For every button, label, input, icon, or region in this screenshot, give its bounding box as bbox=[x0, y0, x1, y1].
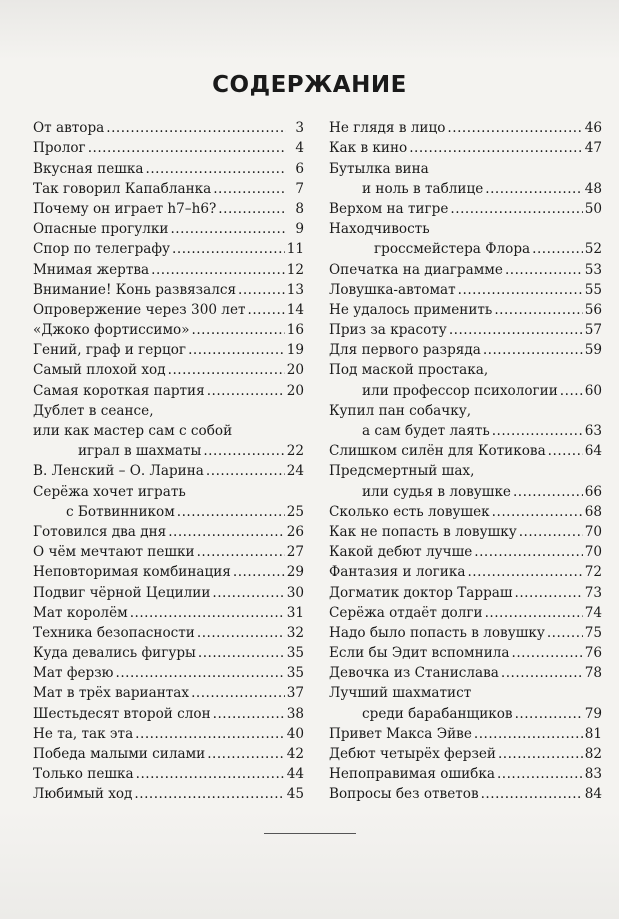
dot-leader bbox=[206, 463, 285, 479]
toc-entry bbox=[329, 136, 602, 156]
toc-entry-title: Бутылка вина bbox=[329, 160, 429, 177]
toc-entry bbox=[33, 601, 304, 621]
toc-entry bbox=[329, 358, 602, 378]
toc-entry-page: 27 bbox=[286, 544, 304, 561]
toc-entry-title: Непоправимая ошибка bbox=[329, 766, 495, 783]
toc-entry-page: 76 bbox=[584, 645, 602, 662]
dot-leader bbox=[212, 585, 284, 601]
toc-entry bbox=[329, 318, 602, 338]
toc-entry-title: О чём мечтают пешки bbox=[33, 544, 195, 561]
toc-entry bbox=[329, 601, 602, 621]
toc-entry bbox=[329, 217, 602, 237]
toc-entry bbox=[33, 257, 304, 277]
dot-leader bbox=[136, 766, 285, 782]
dot-leader bbox=[532, 241, 583, 257]
dot-leader bbox=[547, 625, 583, 641]
toc-entry-page: 74 bbox=[584, 604, 602, 621]
toc-entry-page: 57 bbox=[584, 322, 602, 339]
toc-entry bbox=[329, 681, 602, 701]
dot-leader bbox=[106, 120, 286, 136]
toc-entry bbox=[33, 459, 304, 479]
dot-leader bbox=[197, 544, 285, 560]
toc-entry bbox=[33, 278, 304, 298]
toc-entry-page: 20 bbox=[286, 362, 304, 379]
toc-entry-title: В. Ленский – О. Ларина bbox=[33, 463, 204, 480]
toc-entry-title: Мнимая жертва bbox=[33, 261, 150, 278]
toc-entry-title: Какой дебют лучше bbox=[329, 544, 473, 561]
toc-entry bbox=[33, 762, 304, 782]
dot-leader bbox=[177, 504, 285, 520]
toc-entry-page: 32 bbox=[286, 624, 304, 641]
toc-entry-page: 52 bbox=[584, 241, 602, 258]
toc-entry bbox=[329, 621, 602, 641]
toc-entry-page: 66 bbox=[584, 483, 602, 500]
dot-leader bbox=[88, 140, 286, 156]
toc-entry-title: Техника безопасности bbox=[33, 624, 195, 641]
toc-entry-page: 72 bbox=[584, 564, 602, 581]
toc-entry-title: Мат королём bbox=[33, 604, 128, 621]
toc-entry bbox=[329, 237, 602, 257]
toc-entry-title: или профессор психологии bbox=[362, 382, 558, 399]
toc-entry-page: 84 bbox=[584, 786, 602, 803]
toc-entry-page: 59 bbox=[584, 342, 602, 359]
toc-entry-title: Приз за красоту bbox=[329, 322, 447, 339]
dot-leader bbox=[492, 504, 583, 520]
dot-leader bbox=[135, 726, 285, 742]
toc-entry-title: Неповторимая комбинация bbox=[33, 564, 231, 581]
page-title: СОДЕРЖАНИЕ bbox=[212, 72, 407, 98]
dot-leader bbox=[197, 625, 285, 641]
toc-entry-page: 64 bbox=[584, 443, 602, 460]
dot-leader bbox=[501, 665, 583, 681]
toc-entry bbox=[33, 681, 304, 701]
toc-entry bbox=[33, 540, 304, 560]
toc-entry-page: 79 bbox=[584, 705, 602, 722]
toc-entry-title: Предсмертный шах, bbox=[329, 463, 475, 480]
toc-entry-title: Не удалось применить bbox=[329, 301, 493, 318]
toc-entry-page: 13 bbox=[286, 281, 304, 298]
toc-right-column bbox=[329, 116, 602, 802]
toc-entry-page: 7 bbox=[295, 180, 304, 197]
toc-entry-title: среди барабанщиков bbox=[362, 705, 513, 722]
toc-entry-title: Самая короткая партия bbox=[33, 382, 205, 399]
toc-entry-page: 56 bbox=[584, 301, 602, 318]
toc-entry bbox=[329, 722, 602, 742]
toc-entry-page: 4 bbox=[295, 140, 304, 157]
toc-entry-page: 20 bbox=[286, 382, 304, 399]
toc-entry bbox=[329, 661, 602, 681]
toc-entry-title: или как мастер сам с собой bbox=[33, 423, 233, 439]
toc-entry-page: 53 bbox=[584, 261, 602, 278]
toc-entry bbox=[329, 560, 602, 580]
dot-leader bbox=[447, 120, 582, 136]
toc-entry-title: Серёжа хочет играть bbox=[33, 483, 186, 500]
toc-entry bbox=[33, 156, 304, 176]
toc-entry bbox=[329, 399, 602, 419]
toc-entry-title: Так говорил Капабланка bbox=[33, 180, 212, 197]
toc-entry-title: Для первого разряда bbox=[329, 342, 481, 359]
toc-entry-title: Верхом на тигре bbox=[329, 200, 449, 217]
toc-entry-page: 73 bbox=[584, 584, 602, 601]
toc-entry-title: Пролог bbox=[33, 140, 86, 157]
dot-leader bbox=[458, 282, 583, 298]
toc-entry-title: Победа малыми силами bbox=[33, 746, 206, 762]
dot-leader bbox=[449, 322, 583, 338]
toc-entry-page: 12 bbox=[286, 261, 304, 278]
toc-entry-title: Внимание! Конь развязался bbox=[33, 281, 237, 298]
toc-entry-page: 37 bbox=[286, 685, 304, 702]
toc-entry-title: Догматик доктор Тарраш bbox=[329, 584, 513, 601]
toc-entry-title: Находчивость bbox=[329, 221, 430, 238]
toc-entry-page: 70 bbox=[584, 544, 602, 561]
toc-entry bbox=[329, 762, 602, 782]
toc-entry-page: 30 bbox=[286, 584, 304, 601]
toc-entry-title: Самый плохой ход bbox=[33, 362, 166, 379]
dot-leader bbox=[170, 221, 286, 237]
toc-entry bbox=[33, 621, 304, 641]
toc-entry-title: Дублет в сеансе, bbox=[33, 402, 154, 419]
toc-entry-page: 78 bbox=[584, 665, 602, 682]
toc-entry bbox=[329, 701, 602, 721]
toc-entry bbox=[33, 358, 304, 378]
toc-entry bbox=[33, 298, 304, 318]
toc-entry-page: 29 bbox=[286, 564, 304, 581]
toc-entry-page: 35 bbox=[286, 665, 304, 682]
toc-entry-page: 68 bbox=[584, 503, 602, 520]
dot-leader bbox=[191, 685, 285, 701]
dot-leader bbox=[188, 342, 285, 358]
dot-leader bbox=[498, 746, 583, 762]
toc-entry-page: 38 bbox=[286, 705, 304, 722]
toc-entry-title: или судья в ловушке bbox=[362, 483, 511, 500]
toc-entry bbox=[329, 641, 602, 661]
toc-entry-title: гроссмейстера Флора bbox=[374, 241, 531, 258]
dot-leader bbox=[116, 665, 285, 681]
toc-entry-page: 35 bbox=[286, 645, 304, 662]
toc-entry-title: Шестьдесят второй слон bbox=[33, 705, 211, 722]
dot-leader bbox=[467, 564, 582, 580]
page-top-shadow bbox=[0, 0, 619, 60]
toc-entry-page: 24 bbox=[286, 463, 304, 480]
toc-entry bbox=[329, 378, 602, 398]
dot-leader bbox=[513, 484, 583, 500]
toc-entry-page: 8 bbox=[295, 200, 304, 217]
toc-entry-title: Дебют четырёх ферзей bbox=[329, 746, 496, 762]
toc-entry bbox=[329, 298, 602, 318]
toc-entry bbox=[33, 479, 304, 499]
toc-entry-page: 63 bbox=[584, 423, 602, 439]
toc-entry-title: и ноль в таблице bbox=[362, 180, 484, 197]
toc-entry-page: 9 bbox=[295, 221, 304, 238]
toc-entry-title: а сам будет лаять bbox=[362, 423, 490, 439]
dot-leader bbox=[494, 302, 582, 318]
toc-entry-page: 16 bbox=[286, 322, 304, 339]
toc-entry-title: Не та, так эта bbox=[33, 725, 134, 742]
toc-entry-page: 25 bbox=[286, 503, 304, 520]
toc-entry-title: Почему он играет h7–h6? bbox=[33, 200, 217, 217]
toc-entry bbox=[329, 197, 602, 217]
toc-entry bbox=[329, 257, 602, 277]
toc-entry-page: 19 bbox=[286, 342, 304, 359]
dot-leader bbox=[512, 645, 583, 661]
toc-entry-title: Как в кино bbox=[329, 140, 408, 157]
page-bottom-shadow bbox=[0, 809, 619, 919]
toc-entry-page: 70 bbox=[584, 523, 602, 540]
toc-entry-page: 48 bbox=[584, 180, 602, 197]
toc-entry-title: Лучший шахматист bbox=[329, 685, 472, 702]
toc-entry bbox=[33, 742, 304, 762]
toc-entry-page: 14 bbox=[286, 301, 304, 318]
toc-left-column bbox=[33, 116, 304, 802]
toc-entry bbox=[329, 500, 602, 520]
toc-entry bbox=[33, 177, 304, 197]
toc-entry-page: 31 bbox=[286, 604, 304, 621]
dot-leader bbox=[505, 262, 583, 278]
toc-entry-page: 55 bbox=[584, 281, 602, 298]
toc-entry-title: играл в шахматы bbox=[78, 443, 202, 460]
dot-leader bbox=[203, 443, 284, 459]
dot-leader bbox=[515, 706, 583, 722]
toc-entry-title: Готовился два дня bbox=[33, 523, 167, 540]
toc-entry-title: От автора bbox=[33, 120, 105, 137]
toc-entry-page: 47 bbox=[584, 140, 602, 157]
toc-entry-page: 42 bbox=[286, 746, 304, 762]
toc-entry bbox=[33, 520, 304, 540]
dot-leader bbox=[450, 201, 582, 217]
toc-entry-title: Мат в трёх вариантах bbox=[33, 685, 190, 702]
toc-entry bbox=[33, 318, 304, 338]
toc-entry-page: 22 bbox=[286, 443, 304, 460]
toc-entry-title: Ловушка-автомат bbox=[329, 281, 456, 298]
toc-entry-title: Девочка из Станислава bbox=[329, 665, 499, 682]
toc-entry bbox=[33, 661, 304, 681]
toc-entry-page: 40 bbox=[286, 725, 304, 742]
toc-entry bbox=[33, 338, 304, 358]
toc-entry-page: 6 bbox=[295, 160, 304, 177]
toc-entry bbox=[329, 338, 602, 358]
dot-leader bbox=[218, 201, 286, 217]
toc-entry-title: Не глядя в лицо bbox=[329, 120, 446, 137]
toc-entry bbox=[329, 278, 602, 298]
toc-entry bbox=[33, 722, 304, 742]
toc-entry-title: Купил пан собачку, bbox=[329, 402, 472, 419]
dot-leader bbox=[519, 524, 583, 540]
toc-entry-title: Привет Макса Эйве bbox=[329, 725, 472, 742]
dot-leader bbox=[134, 786, 284, 802]
toc-entry-title: Мат ферзю bbox=[33, 665, 114, 682]
toc-entry bbox=[33, 399, 304, 419]
dot-leader bbox=[233, 564, 285, 580]
toc-entry-title: Только пешка bbox=[33, 766, 134, 783]
toc-entry bbox=[329, 419, 602, 439]
toc-entry-title: Подвиг чёрной Цецилии bbox=[33, 584, 211, 601]
toc-entry-title: Любимый ход bbox=[33, 786, 133, 803]
toc-entry-page: 11 bbox=[286, 241, 304, 258]
dot-leader bbox=[238, 282, 285, 298]
toc-entry bbox=[329, 459, 602, 479]
dot-leader bbox=[485, 605, 583, 621]
closing-rule bbox=[264, 833, 356, 834]
toc-entry bbox=[329, 439, 602, 459]
toc-entry bbox=[329, 742, 602, 762]
dot-leader bbox=[497, 766, 583, 782]
toc-entry bbox=[33, 701, 304, 721]
toc-entry-title: Как не попасть в ловушку bbox=[329, 523, 517, 540]
toc-entry bbox=[329, 782, 602, 802]
dot-leader bbox=[560, 383, 583, 399]
toc-entry-title: Спор по телеграфу bbox=[33, 241, 171, 258]
dot-leader bbox=[481, 786, 583, 802]
dot-leader bbox=[192, 322, 285, 338]
toc-entry bbox=[33, 500, 304, 520]
dot-leader bbox=[146, 161, 286, 177]
toc-entry-title: Слишком силён для Котикова bbox=[329, 443, 546, 460]
toc-entry bbox=[33, 136, 304, 156]
toc-entry-title: Вопросы без ответов bbox=[329, 786, 479, 803]
toc-entry-title: Опровержение через 300 лет bbox=[33, 301, 246, 318]
toc-entry bbox=[329, 520, 602, 540]
toc-entry-title: Куда девались фигуры bbox=[33, 645, 196, 662]
dot-leader bbox=[213, 181, 286, 197]
toc-entry-page: 26 bbox=[286, 523, 304, 540]
dot-leader bbox=[168, 524, 284, 540]
toc-entry bbox=[33, 197, 304, 217]
toc-entry-title: Под маской простака, bbox=[329, 362, 489, 379]
dot-leader bbox=[207, 383, 285, 399]
toc-entry bbox=[33, 439, 304, 459]
toc-entry-page: 82 bbox=[584, 746, 602, 762]
dot-leader bbox=[213, 706, 285, 722]
toc-entry-title: Надо было попасть в ловушку bbox=[329, 624, 545, 641]
toc-entry-page: 50 bbox=[584, 200, 602, 217]
toc-entry-page: 46 bbox=[584, 120, 602, 137]
toc-entry bbox=[33, 116, 304, 136]
toc-entry-page: 75 bbox=[584, 624, 602, 641]
toc-entry-page: 83 bbox=[584, 766, 602, 783]
toc-entry bbox=[33, 641, 304, 661]
toc-entry-title: Сколько есть ловушек bbox=[329, 503, 490, 520]
dot-leader bbox=[151, 262, 285, 278]
dot-leader bbox=[248, 302, 285, 318]
dot-leader bbox=[548, 443, 583, 459]
dot-leader bbox=[492, 423, 583, 439]
dot-leader bbox=[483, 342, 583, 358]
toc-entry-title: «Джоко фортиссимо» bbox=[33, 322, 190, 339]
dot-leader bbox=[172, 241, 285, 257]
toc-entry bbox=[33, 419, 304, 439]
dot-leader bbox=[130, 605, 285, 621]
toc-entry-title: Опечатка на диаграмме bbox=[329, 261, 503, 278]
dot-leader bbox=[207, 746, 284, 762]
toc-entry-title: с Ботвинником bbox=[66, 503, 175, 520]
toc-entry bbox=[33, 237, 304, 257]
toc-entry-page: 3 bbox=[295, 120, 304, 137]
toc-entry-title: Опасные прогулки bbox=[33, 221, 169, 238]
dot-leader bbox=[474, 544, 582, 560]
toc-entry bbox=[329, 177, 602, 197]
toc-entry-page: 44 bbox=[286, 766, 304, 783]
dot-leader bbox=[409, 140, 582, 156]
toc-entry bbox=[33, 580, 304, 600]
toc-entry-title: Гений, граф и герцог bbox=[33, 342, 187, 359]
toc-entry-title: Вкусная пешка bbox=[33, 160, 144, 177]
toc-entry bbox=[329, 156, 602, 176]
toc-entry-page: 60 bbox=[584, 382, 602, 399]
toc-entry-page: 81 bbox=[584, 725, 602, 742]
toc-entry bbox=[33, 378, 304, 398]
toc-entry bbox=[33, 782, 304, 802]
dot-leader bbox=[168, 362, 285, 378]
toc-entry-title: Если бы Эдит вспомнила bbox=[329, 645, 510, 662]
toc-entry bbox=[329, 540, 602, 560]
dot-leader bbox=[474, 726, 583, 742]
toc-entry-title: Фантазия и логика bbox=[329, 564, 466, 581]
toc-entry bbox=[329, 580, 602, 600]
dot-leader bbox=[485, 181, 582, 197]
toc-entry bbox=[329, 116, 602, 136]
dot-leader bbox=[515, 585, 583, 601]
dot-leader bbox=[198, 645, 285, 661]
toc-entry bbox=[33, 560, 304, 580]
toc-entry-title: Серёжа отдаёт долги bbox=[329, 604, 483, 621]
toc-entry bbox=[329, 479, 602, 499]
toc-entry bbox=[33, 217, 304, 237]
toc-entry-page: 45 bbox=[286, 786, 304, 803]
